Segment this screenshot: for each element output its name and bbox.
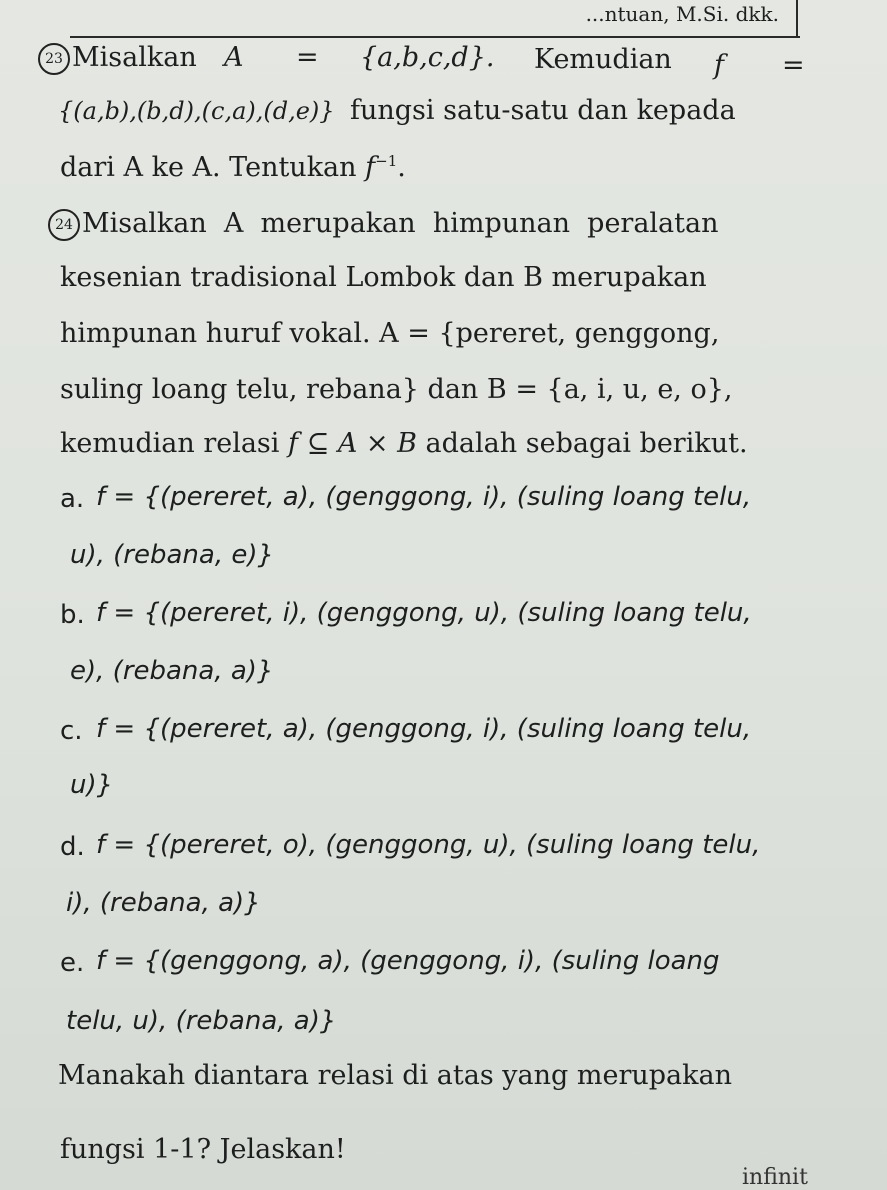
q23-kemudian: Kemudian — [534, 44, 672, 75]
q24-line-4: suling loang telu, rebana} dan B = {a, i, u, e, o}, — [60, 374, 733, 405]
option-d-label: d. — [60, 832, 85, 862]
q23-set-a: A — [224, 42, 244, 73]
q23-f: f — [714, 50, 724, 81]
footer-note: infinit — [742, 1165, 808, 1190]
option-d-line-1: f = {(pereret, o), (genggong, u), (suling loang telu, — [96, 830, 761, 860]
option-a-line-1: f = {(pereret, a), (genggong, i), (suling loang telu, — [96, 482, 752, 512]
option-b-line-1: f = {(pereret, i), (genggong, u), (suling loang telu, — [96, 598, 752, 628]
q23-line-2-text: fungsi satu-satu dan kepada — [350, 95, 736, 126]
option-c-line-1: f = {(pereret, a), (genggong, i), (suling loang telu, — [96, 714, 752, 744]
q23-set-values: {a,b,c,d}. — [360, 42, 495, 73]
q24-line-5: kemudian relasi f ⊆ A × B adalah sebagai berikut. — [60, 428, 748, 459]
option-e-line-1: f = {(genggong, a), (genggong, i), (suling loang — [96, 946, 720, 976]
option-c-label: c. — [60, 716, 83, 746]
q23-function-set: {(a,b),(b,d),(c,a),(d,e)} — [58, 97, 335, 125]
q24-line-3: himpunan huruf vokal. A = {pereret, genggong, — [60, 318, 720, 349]
header-corner-rule — [796, 0, 798, 36]
q24-line-1: 24 Misalkan A merupakan himpunan peralatan — [48, 208, 719, 241]
option-a-label: a. — [60, 484, 85, 514]
q24-closing-2: fungsi 1-1? Jelaskan! — [60, 1134, 346, 1165]
q23-line-1: 23 Misalkan — [38, 42, 197, 75]
option-b-label: b. — [60, 600, 85, 630]
option-e-label: e. — [60, 948, 85, 978]
q23-equals: = — [296, 42, 319, 73]
q24-closing-1: Manakah diantara relasi di atas yang merupakan — [58, 1060, 732, 1091]
header-author: ...ntuan, M.Si. dkk. — [585, 2, 779, 26]
q23-equals-2: = — [782, 50, 805, 81]
q23-line-3: dari A ke A. Tentukan $f^{-1}$. — [60, 152, 406, 183]
option-a-line-2: u), (rebana, e)} — [70, 540, 275, 570]
q24-line-2: kesenian tradisional Lombok dan B merupakan — [60, 262, 707, 293]
option-b-line-2: e), (rebana, a)} — [70, 656, 274, 686]
option-c-line-2: u)} — [70, 770, 114, 800]
header-rule — [70, 36, 800, 38]
option-e-line-2: telu, u), (rebana, a)} — [66, 1006, 337, 1036]
q23-number: 23 — [38, 43, 70, 75]
option-d-line-2: i), (rebana, a)} — [66, 888, 261, 918]
q24-number: 24 — [48, 209, 80, 241]
